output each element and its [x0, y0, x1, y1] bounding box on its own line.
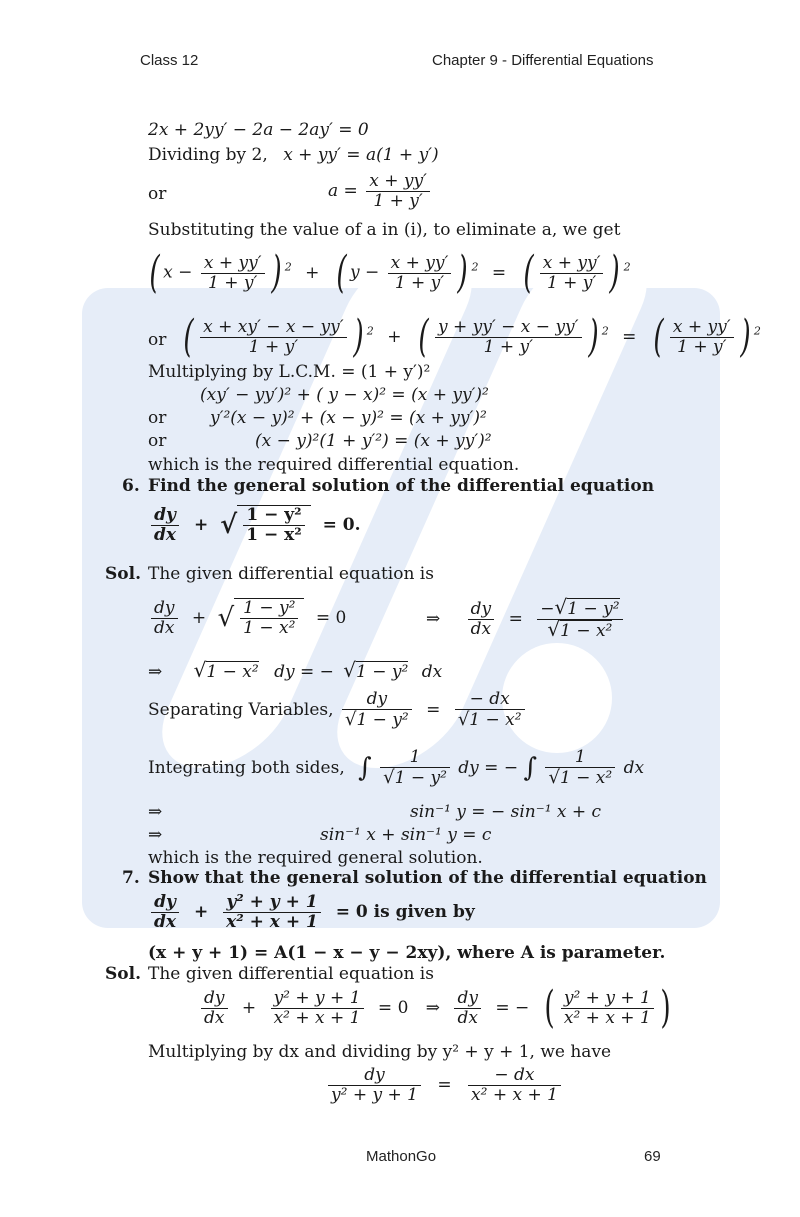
den: √1 − x²	[545, 767, 615, 788]
num: dy	[470, 599, 492, 619]
radical-sign-icon: √	[217, 603, 235, 633]
den: 1 + y′	[540, 273, 604, 293]
int-frac-2	[545, 748, 615, 788]
or-line-3: or	[148, 408, 167, 428]
sol-6-eq-2: ⇒ √1 − x² dy = − √1 − y² dx	[148, 658, 443, 682]
plus-sign: +	[387, 326, 402, 347]
dy-eq: dy = −	[274, 662, 334, 682]
required-de-line: which is the required differential equation.	[148, 455, 520, 475]
paren-open: (	[418, 311, 429, 362]
sol-6-label: Sol.	[105, 564, 141, 584]
den: 1 + y′	[201, 273, 265, 293]
sol-7-given: The given differential equation is	[148, 964, 434, 984]
num: x + yy′	[542, 252, 601, 273]
paren-open: (	[183, 311, 194, 362]
eq-line-e2: y′²(x − y)² + (x − y)² = (x + yy′)²	[210, 408, 487, 428]
eq-zero: = 0	[315, 607, 347, 628]
num: 1	[409, 747, 421, 767]
den: √1 − y²	[380, 767, 450, 788]
exp: 2	[284, 260, 292, 274]
sol7-frac-2	[561, 989, 654, 1028]
paren-open: (	[653, 311, 664, 362]
equals-zero: = 0.	[322, 514, 361, 535]
dy-dx-frac	[201, 989, 228, 1028]
den: 1 + y′	[200, 337, 346, 357]
radical-sign-icon: √	[457, 709, 470, 730]
a-eq-label: a =	[328, 181, 358, 201]
sin-eq-2: sin⁻¹ x + sin⁻¹ y = c	[320, 825, 492, 845]
radical-sign-icon: √	[220, 510, 238, 540]
dividing-eq: x + yy′ = a(1 + y′)	[283, 145, 439, 165]
den: x² + x + 1	[468, 1085, 561, 1105]
separating-line	[148, 690, 528, 730]
q7-tail: = 0 is given by	[335, 902, 475, 922]
exp: 2	[623, 260, 631, 274]
num: x + yy′	[390, 252, 449, 273]
paren-open: (	[544, 982, 555, 1033]
exp: 2	[601, 324, 609, 338]
den: dx	[151, 525, 179, 545]
squared-eq-1	[146, 247, 631, 298]
implies-line-1: ⇒	[148, 802, 163, 822]
sep-frac-1	[342, 690, 412, 730]
num: x + yy′	[369, 171, 427, 191]
eq-zero: = 0	[377, 997, 409, 1018]
num: − dx	[469, 689, 510, 709]
final-frac-2	[468, 1066, 561, 1105]
equals-sign: =	[622, 326, 637, 347]
question-6-text: Find the general solution of the differential equation	[148, 476, 655, 496]
paren-close: )	[457, 247, 469, 298]
num: y² + y + 1	[563, 987, 651, 1008]
num: −√1 − y²	[540, 595, 620, 619]
den: 1 + y′	[388, 273, 452, 293]
substituting-line: Substituting the value of a in (i), to eliminate a, we get	[148, 220, 621, 240]
eq-line-1: 2x + 2yy′ − 2a − 2ay′ = 0	[148, 120, 369, 140]
num: dy	[204, 987, 225, 1008]
eq-line-e3: (x − y)²(1 + y′²) = (x + yy′)²	[255, 431, 492, 451]
paren-close: )	[740, 311, 751, 362]
sol-7-eq-1	[198, 982, 674, 1033]
num: dy	[154, 597, 175, 618]
final-eq	[325, 1066, 564, 1105]
y-minus: y −	[349, 262, 380, 283]
paren-close: )	[660, 982, 671, 1033]
question-6-number: 6.	[122, 476, 140, 496]
radical-sign-icon: √	[547, 617, 561, 641]
frac-f	[670, 318, 734, 357]
equals-sign: =	[508, 609, 523, 629]
exp: 2	[471, 260, 479, 274]
num: y + yy′ − x − yy′	[438, 316, 579, 337]
dy-dx-frac	[468, 600, 495, 639]
den: dx	[201, 1008, 228, 1028]
root-frac	[243, 506, 305, 545]
q7-frac	[223, 893, 321, 932]
rhs-frac	[537, 595, 622, 641]
integrating-line	[148, 748, 644, 788]
multiplying-line: Multiplying by dx and dividing by y² + y + 1, we have	[148, 1042, 612, 1062]
plus-sign: +	[241, 997, 257, 1018]
equals-sign: =	[426, 699, 441, 720]
equals-sign: =	[437, 1075, 452, 1095]
sol-6-eq-1	[148, 598, 346, 638]
num: dy	[154, 504, 176, 525]
den: x² + x + 1	[271, 1008, 364, 1028]
paren-close: )	[609, 247, 621, 298]
int-frac-1	[380, 748, 450, 788]
question-6-equation	[148, 505, 361, 545]
plus-sign: +	[191, 607, 207, 628]
plus-sign: +	[305, 262, 320, 283]
dy-dx-frac	[151, 506, 179, 545]
exp: 2	[753, 324, 761, 338]
paren-open: (	[149, 247, 160, 298]
x-minus: x −	[163, 262, 193, 283]
paren-close: )	[353, 311, 364, 362]
a-equals-line	[328, 172, 433, 211]
den: x² + x + 1	[223, 912, 321, 932]
radical-sign-icon: √	[343, 658, 357, 682]
integral-sign-icon: ∫	[523, 753, 538, 783]
den: √1 − x²	[455, 709, 525, 730]
den: 1 + y′	[366, 191, 430, 211]
paren-open: (	[336, 247, 347, 298]
equals-sign: =	[491, 262, 507, 283]
frac-e	[435, 318, 581, 357]
sol-7-label: Sol.	[105, 964, 141, 984]
separating-label: Separating Variables,	[148, 700, 334, 720]
implies-line-2: ⇒	[148, 825, 163, 845]
implies-icon: ⇒	[426, 609, 441, 629]
den: 1 + y′	[670, 337, 734, 357]
num: 1 − y²	[243, 598, 296, 618]
radical-sign-icon: √	[548, 767, 560, 788]
dx-term: dx	[421, 662, 443, 682]
num: x + yy′	[672, 316, 731, 337]
sol-6-given: The given differential equation is	[148, 564, 434, 584]
dy-dx-frac	[151, 599, 178, 638]
sqrt	[218, 598, 305, 638]
den: 1 − x²	[243, 525, 305, 545]
question-7-text: Show that the general solution of the differential equation	[148, 868, 707, 888]
dx-term: dx	[623, 758, 645, 778]
num: dy	[457, 987, 478, 1008]
or-line-4: or	[148, 431, 167, 451]
num: x + yy′	[203, 252, 262, 273]
dividing-label: Dividing by 2,	[148, 145, 268, 165]
num: 1	[574, 747, 586, 767]
sin-eq-1: sin⁻¹ y = − sin⁻¹ x + c	[410, 802, 602, 822]
or-a-line: or	[148, 184, 167, 204]
den: y² + y + 1	[328, 1085, 421, 1105]
final-frac-1	[328, 1066, 421, 1105]
or-line-2: or	[148, 330, 167, 350]
frac-b	[388, 254, 452, 293]
a-fraction	[366, 172, 430, 211]
den: dx	[151, 618, 178, 638]
num: y² + y + 1	[226, 892, 318, 912]
den: dx	[468, 619, 495, 639]
footer-brand: MathonGo	[366, 1148, 437, 1165]
sqrt	[220, 505, 311, 545]
radical-sign-icon: √	[554, 595, 568, 619]
sep-frac-2	[455, 690, 525, 730]
header-class: Class 12	[140, 52, 199, 69]
frac-d	[200, 318, 346, 357]
paren-open: (	[523, 247, 534, 298]
squared-eq-2	[180, 311, 761, 362]
question-7-equation	[148, 893, 475, 932]
num: 1 − y²	[246, 505, 302, 525]
radical-sign-icon: √	[344, 709, 357, 730]
den: √1 − y²	[342, 709, 412, 730]
footer-page-number: 69	[644, 1148, 661, 1165]
num: y² + y + 1	[273, 987, 361, 1008]
dy-eq-neg: dy = −	[458, 758, 519, 778]
num: dy	[154, 892, 176, 912]
frac-c	[540, 254, 604, 293]
radical-sign-icon: √	[193, 658, 207, 682]
num: − dx	[494, 1065, 535, 1085]
required-gs-line: which is the required general solution.	[148, 848, 483, 868]
num: dy	[366, 689, 388, 709]
den: dx	[151, 912, 179, 932]
num: dy	[364, 1065, 385, 1085]
header-chapter: Chapter 9 - Differential Equations	[432, 52, 654, 69]
eq-line-e1: (xy′ − yy′)² + ( y − x)² = (x + yy′)²	[200, 385, 489, 405]
dy-dx-frac	[151, 893, 179, 932]
frac-a	[201, 254, 265, 293]
plus-sign: +	[193, 514, 209, 535]
implies-icon: ⇒	[425, 997, 441, 1018]
integral-sign-icon: ∫	[358, 753, 372, 783]
plus-sign: +	[193, 902, 209, 922]
root-frac	[240, 599, 298, 638]
num: x + xy′ − x − yy′	[203, 316, 344, 337]
dy-dx-frac	[454, 989, 481, 1028]
paren-close: )	[270, 247, 282, 298]
den: dx	[454, 1008, 481, 1028]
dividing-line	[148, 145, 439, 165]
sol-6-eq-1-rhs	[426, 595, 626, 641]
sol7-frac	[271, 989, 364, 1028]
paren-close: )	[587, 311, 599, 362]
question-7-last: (x + y + 1) = A(1 − x − y − 2xy), where A is parameter.	[148, 943, 666, 963]
den: x² + x + 1	[561, 1008, 654, 1028]
radical-sign-icon: √	[383, 767, 395, 788]
den: 1 − x²	[240, 618, 298, 638]
integrating-label: Integrating both sides,	[148, 758, 345, 778]
den: 1 + y′	[435, 337, 581, 357]
implies-icon: ⇒	[148, 662, 163, 682]
lcm-line: Multiplying by L.C.M. = (1 + y′)²	[148, 362, 431, 382]
den: √1 − x²	[537, 619, 622, 641]
exp: 2	[366, 324, 374, 338]
eq-neg: = −	[495, 997, 530, 1018]
question-7-number: 7.	[122, 868, 140, 888]
